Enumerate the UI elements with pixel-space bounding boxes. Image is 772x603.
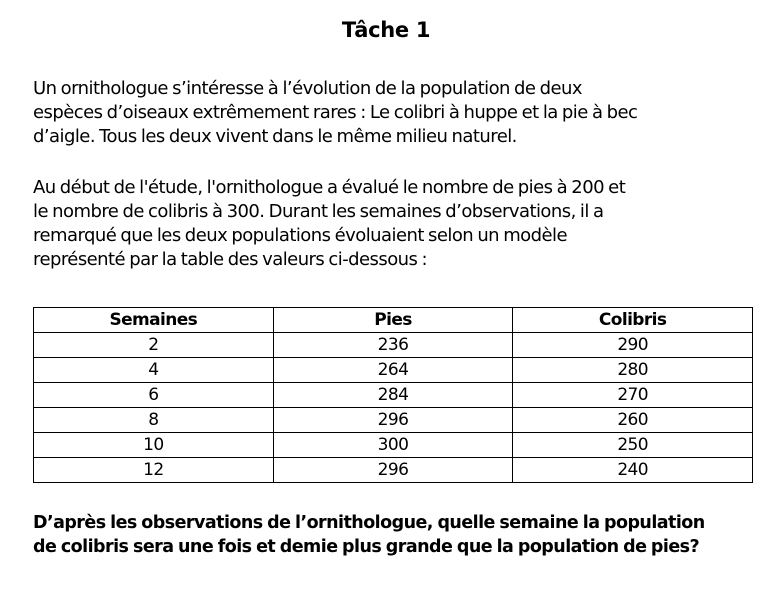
cell-pies: 236 xyxy=(273,333,513,358)
table-row xyxy=(34,333,753,358)
cell-pies: 284 xyxy=(273,383,513,408)
paragraph-line: Un ornithologue s’intéresse à l’évolution de la population de deux xyxy=(33,78,582,99)
cell-pies: 264 xyxy=(273,358,513,383)
question-line: de colibris sera une fois et demie plus grande que la population de pies? xyxy=(33,537,700,557)
cell-pies: 296 xyxy=(273,408,513,433)
cell-colibris: 280 xyxy=(513,358,753,383)
cell-pies: 296 xyxy=(273,458,513,483)
cell-semaines: 10 xyxy=(34,433,274,458)
paragraph-line: représenté par la table des valeurs ci-dessous : xyxy=(33,249,428,270)
table-row xyxy=(34,358,753,383)
cell-semaines: 6 xyxy=(34,383,274,408)
cell-colibris: 250 xyxy=(513,433,753,458)
table-header-row xyxy=(34,308,753,333)
paragraph-line: Au début de l'étude, l'ornithologue a évalué le nombre de pies à 200 et xyxy=(33,177,626,198)
intro-paragraph xyxy=(33,77,763,149)
cell-semaines: 2 xyxy=(34,333,274,358)
cell-pies: 300 xyxy=(273,433,513,458)
context-paragraph xyxy=(33,176,763,272)
paragraph-line: remarqué que les deux populations évoluaient selon un modèle xyxy=(33,225,568,246)
cell-semaines: 4 xyxy=(34,358,274,383)
table-row xyxy=(34,383,753,408)
cell-semaines: 12 xyxy=(34,458,274,483)
page-title: Tâche 1 xyxy=(341,18,431,42)
header-colibris: Colibris xyxy=(513,308,753,333)
paragraph-line: d’aigle. Tous les deux vivent dans le même milieu naturel. xyxy=(33,126,517,147)
paragraph-line: le nombre de colibris à 300. Durant les semaines d’observations, il a xyxy=(33,201,604,222)
header-pies: Pies xyxy=(273,308,513,333)
header-semaines: Semaines xyxy=(34,308,274,333)
cell-colibris: 270 xyxy=(513,383,753,408)
table-row xyxy=(34,408,753,433)
table-row xyxy=(34,433,753,458)
cell-semaines: 8 xyxy=(34,408,274,433)
question-text xyxy=(33,511,768,559)
paragraph-line: espèces d’oiseaux extrêmement rares : Le colibri à huppe et la pie à bec xyxy=(33,102,638,123)
cell-colibris: 260 xyxy=(513,408,753,433)
table-row xyxy=(34,458,753,483)
cell-colibris: 290 xyxy=(513,333,753,358)
cell-colibris: 240 xyxy=(513,458,753,483)
values-table xyxy=(33,307,753,483)
question-line: D’après les observations de l’ornithologue, quelle semaine la population xyxy=(33,513,705,533)
